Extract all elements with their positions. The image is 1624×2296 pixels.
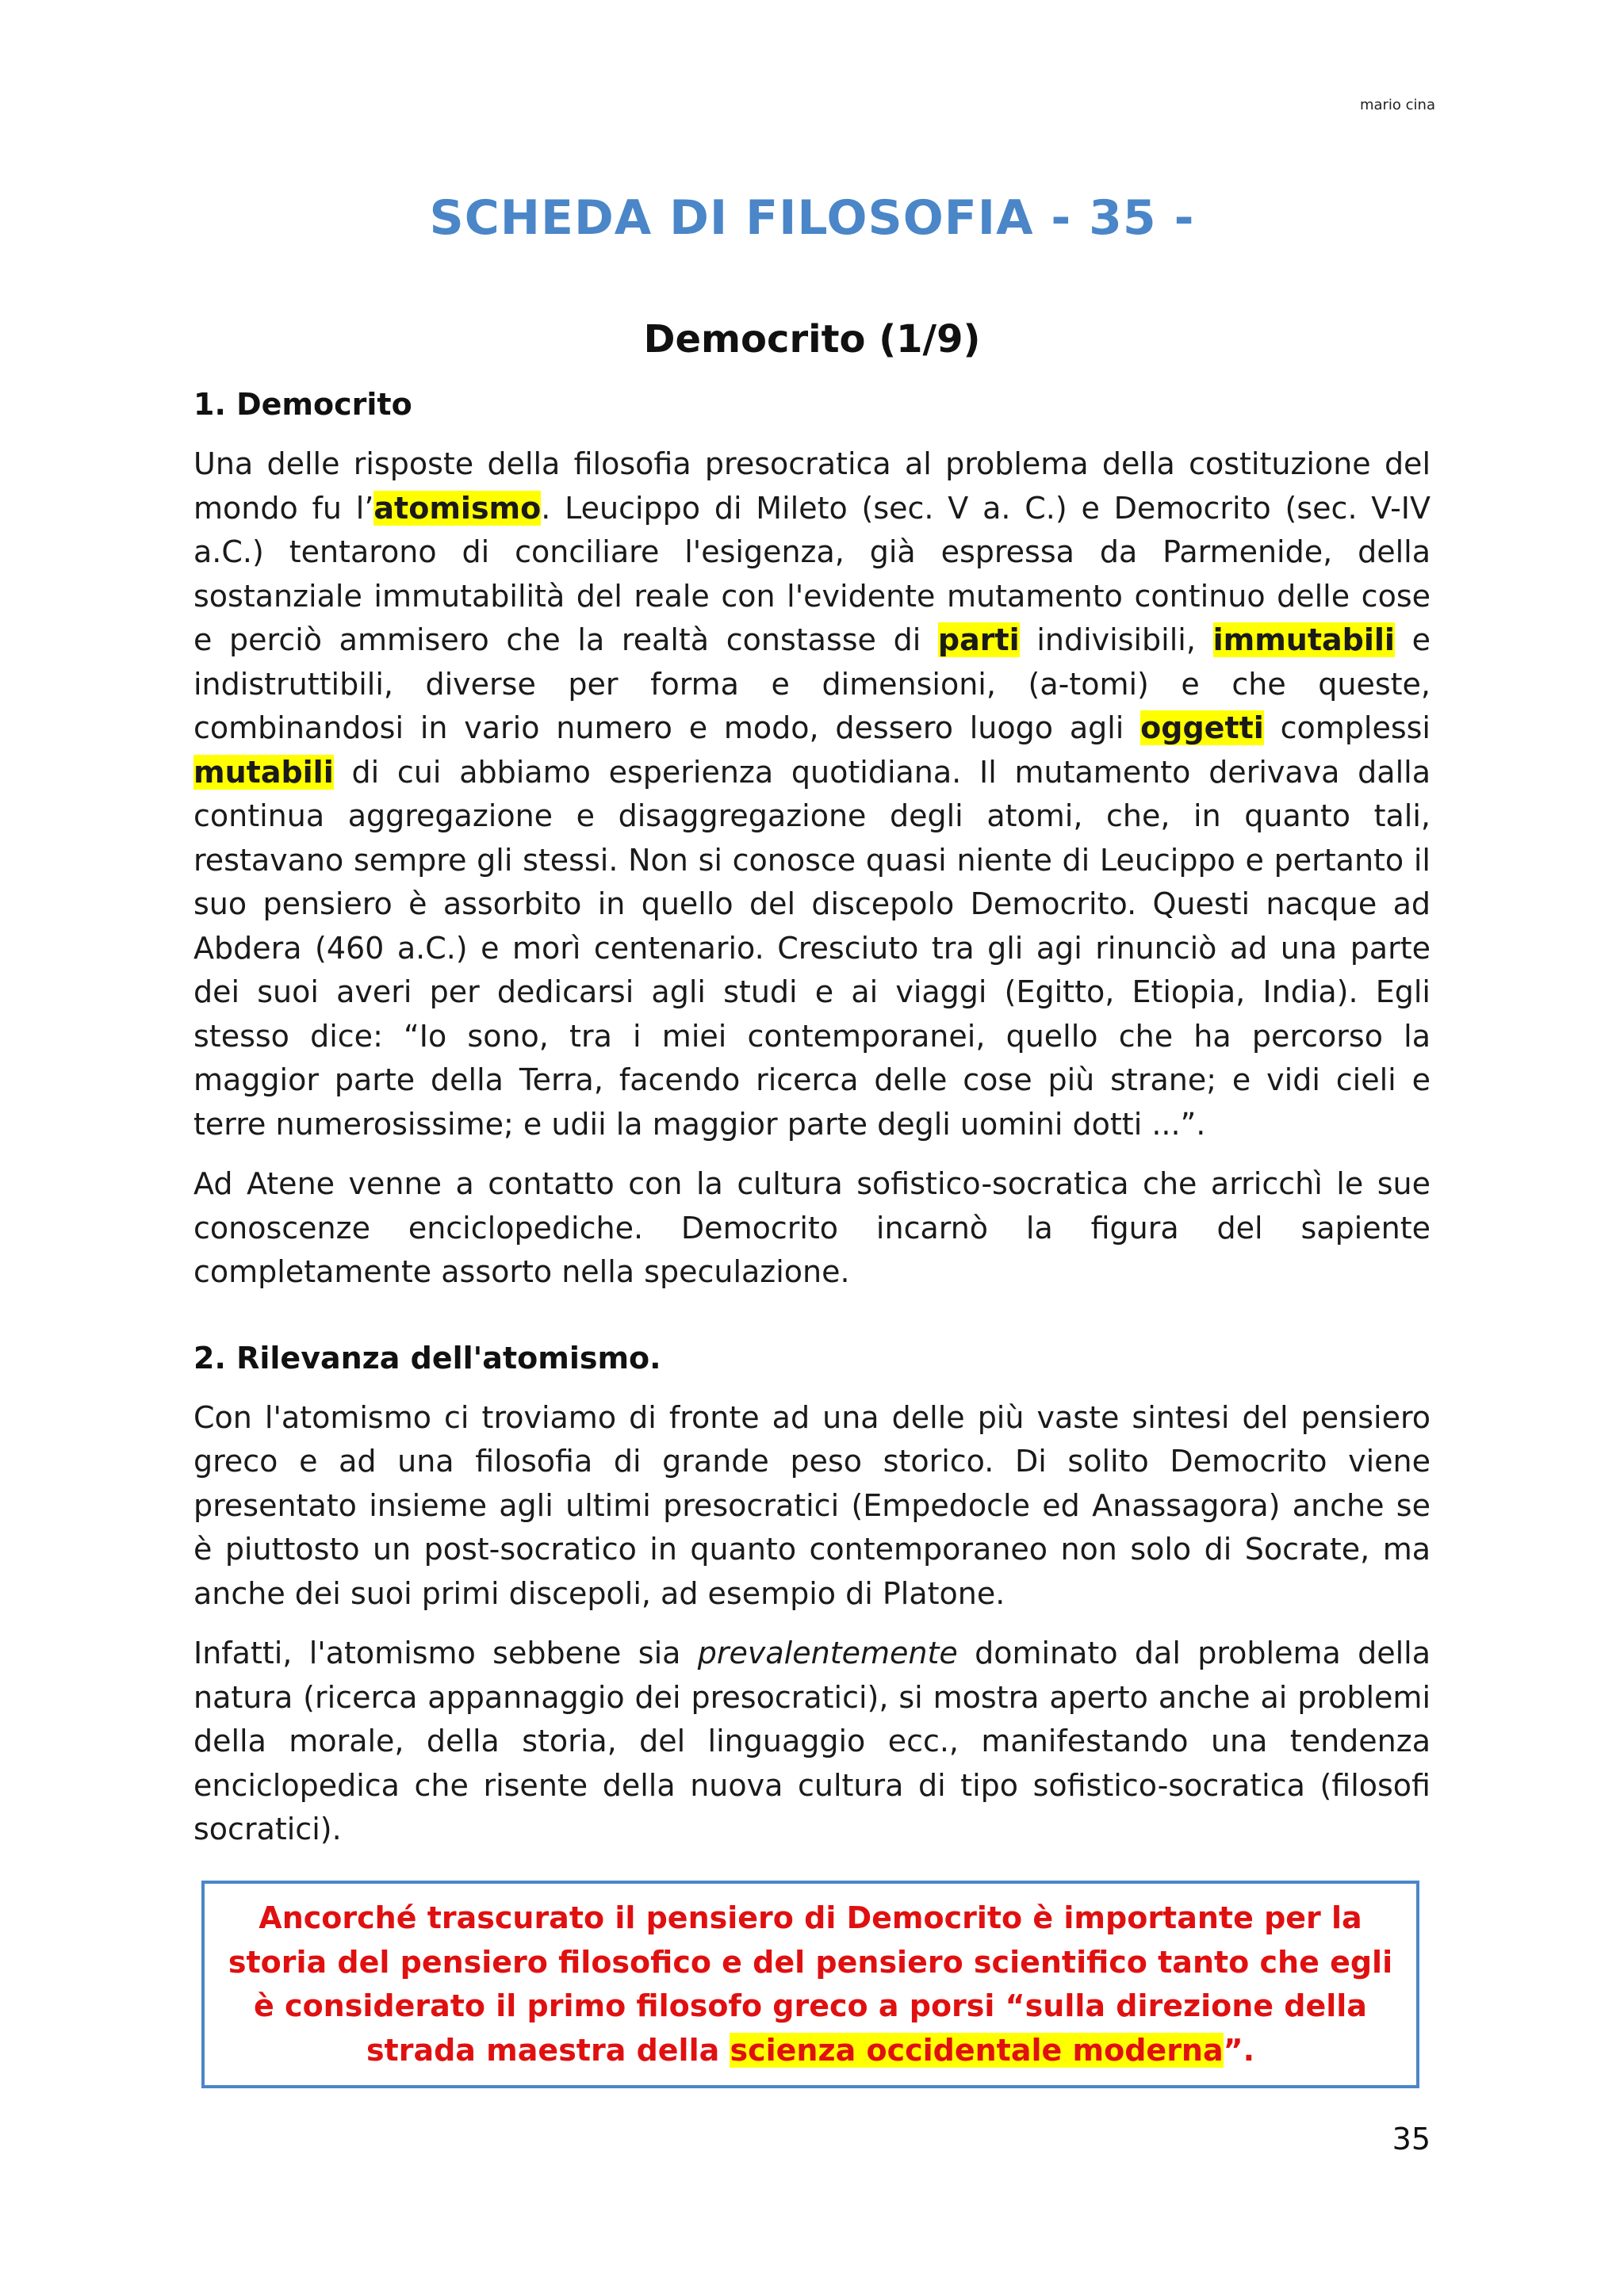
author-header: mario cina [1359,97,1435,113]
highlight-immutabili: immutabili [1212,622,1395,657]
page-title: SCHEDA DI FILOSOFIA - 35 - [429,190,1195,246]
section-spacer [193,1311,1431,1341]
text-run: Ancorché trascurato il pensiero di Democrito è importante per la storia del pensiero filosofico e del pensiero scientifico tanto che egli è considerato il primo filosofo greco a porsi “sulla direzione della strada maestra della [228,1900,1393,2068]
text-run: . Leucippo di Mileto (sec. V a. C.) e Democrito (sec. V-IV a.C.) tentarono di conciliare l'esigenza, già espressa da Parmenide, della sostanziale immutabilità del reale con l'evidente mutamento continuo delle cose e perciò ammisero che la realtà constasse di [193,490,1431,657]
text-run: Una delle risposte della filosofia presocratica al problema della costituzione del mondo fu l’ [193,446,1431,526]
main-content [193,387,1431,1868]
callout-box [201,1881,1419,2088]
highlight-atomismo: atomismo [373,490,542,526]
highlight-mutabili: mutabili [193,754,334,790]
page-subtitle: Democrito (1/9) [643,317,981,362]
text-run: indivisibili, [1019,622,1213,657]
highlight-scienza: scienza occidentale moderna [730,2032,1224,2068]
callout-text [214,1896,1407,2072]
paragraph-atene: Ad Atene venne a contatto con la cultura sofistico-socratica che arricchì le sue conoscenze enciclopediche. Democrito incarnò la figura del sapiente completamente assorto nella speculazione. [193,1166,1431,1289]
highlight-oggetti: oggetti [1140,710,1264,745]
text-run: complessi [1263,710,1431,745]
page-number: 35 [1392,2122,1431,2156]
text-run: ”. [1223,2032,1255,2068]
section-heading-rilevanza: 2. Rilevanza dell'atomismo. [193,1340,661,1376]
text-run: dominato dal problema della natura (ricerca appannaggio dei presocratici), si mostra aperto anche ai problemi della morale, della storia, del linguaggio ecc., manifestando una tendenza enciclopedica che risente della nuova cultura di tipo sofistico-socratica (filosofi socratici). [193,1636,1431,1846]
paragraph-sintesi: Con l'atomismo ci troviamo di fronte ad una delle più vaste sintesi del pensiero greco e ad una filosofia di grande peso storico. Di solito Democrito viene presentato insieme agli ultimi presocratici (Empedocle ed Anassagora) anche se è piuttosto un post-socratico in quanto contemporaneo non solo di Socrate, ma anche dei suoi primi discepoli, ad esempio di Platone. [193,1399,1431,1611]
paragraph-atomismo-intro [193,442,1431,1146]
text-run: Infatti, l'atomismo sebbene sia [193,1636,698,1670]
highlight-parti: parti [937,622,1020,657]
emphasis-prevalentemente: prevalentemente [697,1636,958,1670]
text-run: e indistruttibili, diverse per forma e dimensioni, (a-tomi) e che queste, combinandosi in vario numero e modo, dessero luogo agli [193,622,1431,745]
text-run: di cui abbiamo esperienza quotidiana. Il mutamento derivava dalla continua aggregazione e disaggregazione degli atomi, che, in quanto tali, restavano sempre gli stessi. Non si conosce quasi niente di Leucippo e pertanto il suo pensiero è assorbito in quello del discepolo Democrito. Questi nacque ad Abdera (460 a.C.) e morì centenario. Cresciuto tra gli agi rinunciò ad una parte dei suoi averi per dedicarsi agli studi e ai viaggi (Egitto, Etiopia, India). Egli stesso dice: “Io sono, tra i miei contemporanei, quello che ha percorso la maggior parte della Terra, facendo ricerca delle cose più strane; e vidi cieli e terre numerosissime; e udii la maggior parte degli uomini dotti ...”. [193,754,1431,1142]
section-heading-democrito: 1. Democrito [193,387,412,422]
paragraph-infatti [193,1632,1431,1852]
